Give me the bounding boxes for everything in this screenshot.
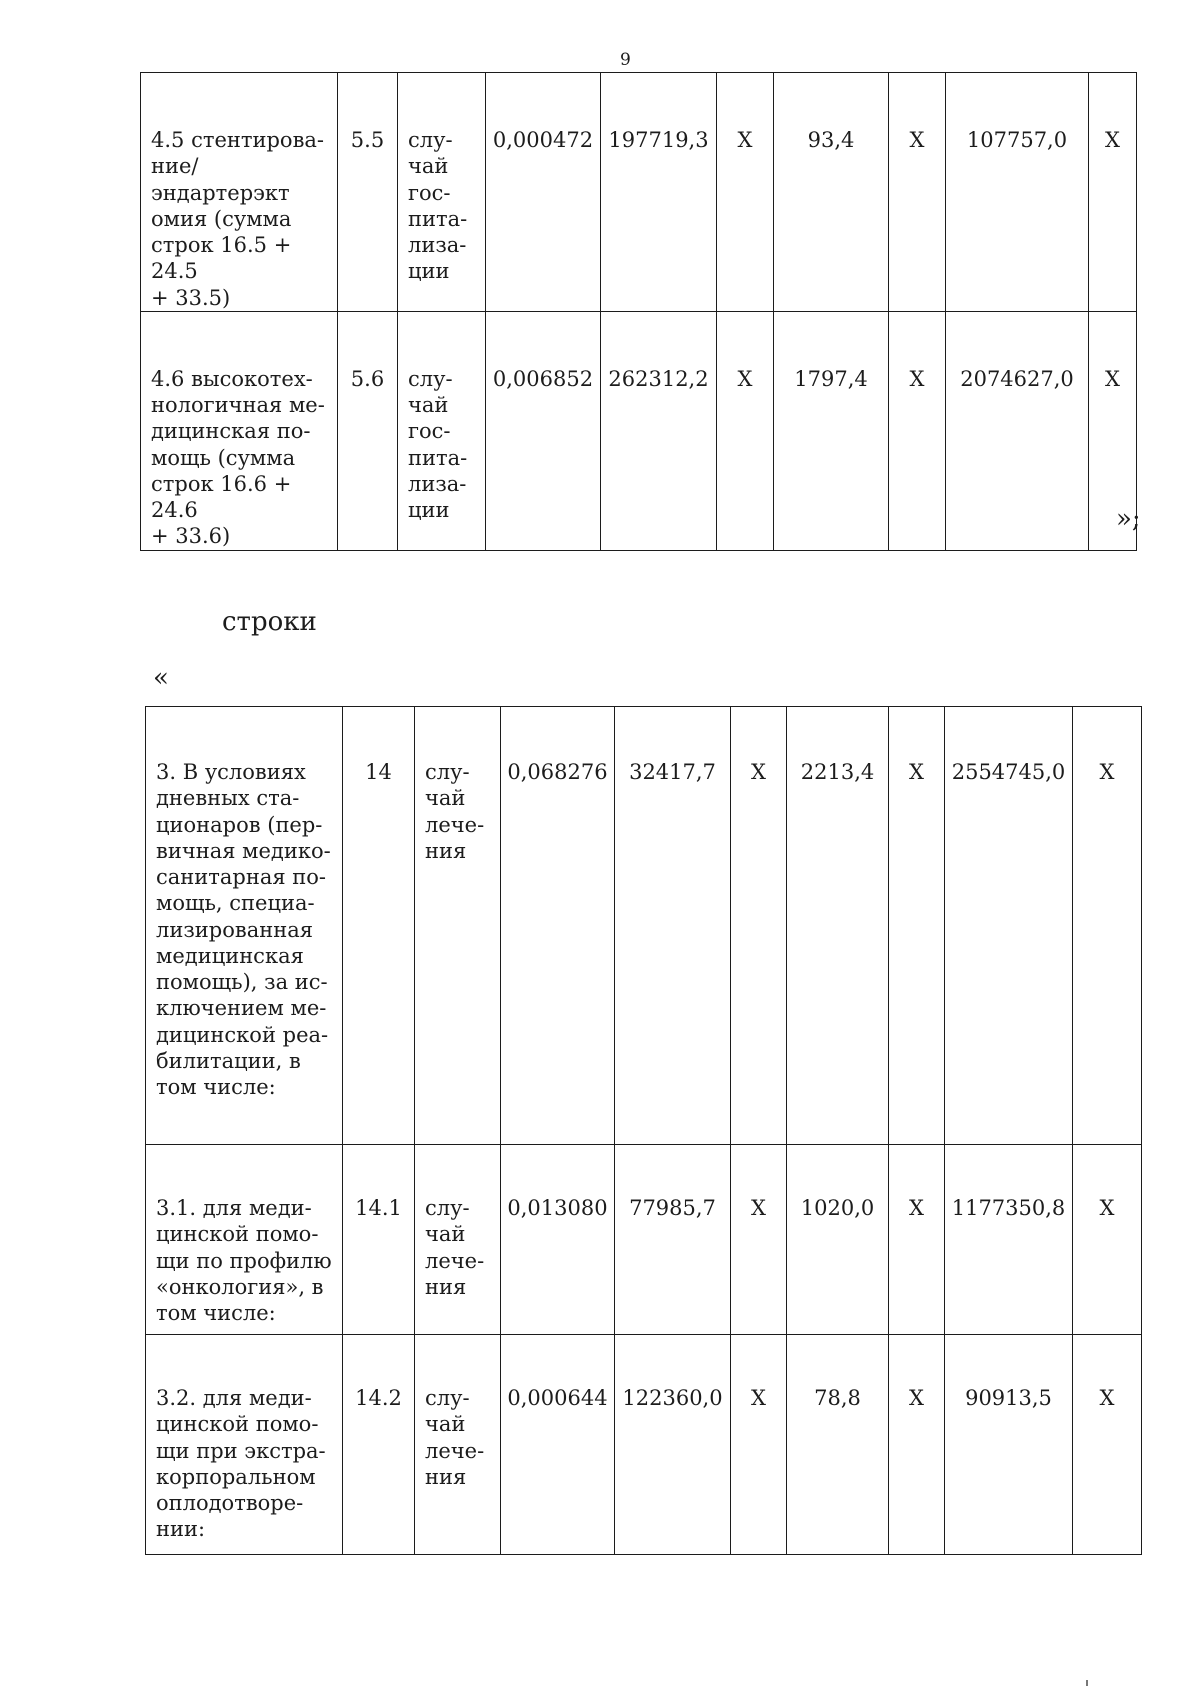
value-cell	[601, 73, 717, 312]
value-cell	[889, 1335, 945, 1555]
row-unit-cell	[398, 311, 486, 550]
value-cell	[501, 1335, 615, 1555]
row-code-cell	[343, 1145, 415, 1335]
value-cell	[1089, 73, 1137, 312]
value-cell	[774, 311, 889, 550]
row-unit-cell	[415, 1335, 501, 1555]
value-cell	[787, 707, 889, 1145]
cell-text: X	[1099, 1386, 1115, 1410]
cell-text: слу- чай лече- ния	[425, 1196, 485, 1299]
value-cell	[889, 1145, 945, 1335]
row-unit-cell	[398, 73, 486, 312]
cell-text: 3.1. для меди- цинской помо- щи по профилю «онкология», в том числе:	[156, 1196, 332, 1325]
cell-text: 0,000472	[492, 128, 594, 152]
cell-text: 14	[365, 760, 392, 784]
value-cell	[1073, 707, 1142, 1145]
cell-text: 2074627,0	[960, 366, 1074, 391]
cell-text: 1177350,8	[951, 1196, 1066, 1220]
closing-quote: »;	[1116, 504, 1141, 534]
row-name-cell	[146, 1145, 343, 1335]
cell-text: 0,006852	[492, 366, 594, 391]
cell-text: 77985,7	[629, 1196, 716, 1220]
value-cell	[945, 707, 1073, 1145]
upper-table	[140, 72, 1137, 551]
cell-text: 3.2. для меди- цинской помо- щи при экстра- корпоральном оплодотворе- нии:	[156, 1386, 326, 1542]
value-cell	[615, 1145, 731, 1335]
value-cell	[889, 707, 945, 1145]
value-cell	[731, 1335, 787, 1555]
value-cell	[501, 1145, 615, 1335]
cell-text: 2554745,0	[951, 760, 1066, 784]
table-row	[146, 707, 1142, 1145]
cell-text: 0,013080	[507, 1196, 608, 1220]
cell-text: X	[1105, 366, 1120, 391]
scan-mark	[1086, 1680, 1088, 1686]
value-cell	[731, 1145, 787, 1335]
cell-text: X	[737, 366, 753, 391]
row-name-cell	[141, 311, 338, 550]
cell-text: слу- чай лече- ния	[425, 760, 485, 863]
row-name-cell	[146, 707, 343, 1145]
value-cell	[787, 1145, 889, 1335]
cell-text: X	[1099, 1196, 1115, 1220]
value-cell	[615, 1335, 731, 1555]
cell-text: X	[751, 1386, 766, 1410]
cell-text: X	[1099, 760, 1115, 784]
table-row	[146, 1335, 1142, 1555]
cell-text: X	[737, 128, 753, 152]
value-cell	[946, 73, 1089, 312]
table-row	[146, 1145, 1142, 1335]
cell-text: 262312,2	[608, 366, 709, 391]
value-cell	[946, 311, 1089, 550]
value-cell	[501, 707, 615, 1145]
row-name-cell	[146, 1335, 343, 1555]
cell-text: 5.6	[350, 366, 385, 391]
row-code-cell	[338, 311, 398, 550]
cell-text: 0,000644	[507, 1386, 608, 1410]
row-code-cell	[343, 707, 415, 1145]
value-cell	[486, 311, 601, 550]
value-cell	[486, 73, 601, 312]
opening-quote: «	[153, 663, 169, 693]
cell-text: 3. В условиях дневных ста- ционаров (пер- вичная медико- санитарная по- мощь, специа- лизированная медицинская помощь), за ис- ключением ме- дицинской реа- билитации, в том числе:	[156, 760, 331, 1099]
value-cell	[1073, 1335, 1142, 1555]
value-cell	[889, 73, 946, 312]
cell-text: слу- чай гос- пита- лиза- ции	[408, 128, 468, 284]
value-cell	[889, 311, 946, 550]
cell-text: X	[751, 1196, 766, 1220]
section-heading: строки	[222, 607, 317, 637]
row-code-cell	[343, 1335, 415, 1555]
cell-text: X	[1105, 128, 1120, 152]
row-unit-cell	[415, 1145, 501, 1335]
cell-text: X	[909, 128, 925, 152]
value-cell	[731, 707, 787, 1145]
page-number: 9	[620, 50, 631, 70]
cell-text: 5.5	[350, 128, 385, 152]
cell-text: 107757,0	[966, 128, 1068, 152]
row-code-cell	[338, 73, 398, 312]
cell-text: 1797,4	[794, 366, 868, 391]
table-row	[141, 311, 1137, 550]
lower-table	[145, 706, 1142, 1555]
cell-text: 2213,4	[800, 760, 875, 784]
cell-text: 14.2	[355, 1386, 402, 1410]
cell-text: X	[751, 760, 766, 784]
cell-text: 0,068276	[507, 760, 608, 784]
cell-text: 90913,5	[965, 1386, 1052, 1410]
value-cell	[787, 1335, 889, 1555]
value-cell	[1073, 1145, 1142, 1335]
value-cell	[717, 73, 774, 312]
cell-text: 93,4	[807, 128, 855, 152]
row-unit-cell	[415, 707, 501, 1145]
value-cell	[601, 311, 717, 550]
cell-text: 197719,3	[608, 128, 709, 152]
value-cell	[615, 707, 731, 1145]
row-name-cell	[141, 73, 338, 312]
cell-text: 14.1	[355, 1196, 402, 1220]
cell-text: 4.5 стентирова- ние/эндартерэкт омия (сумма строк 16.5 + 24.5 + 33.5)	[151, 128, 325, 310]
cell-text: 78,8	[814, 1386, 861, 1410]
table-row	[141, 73, 1137, 312]
cell-text: 1020,0	[800, 1196, 875, 1220]
value-cell	[774, 73, 889, 312]
value-cell	[945, 1145, 1073, 1335]
cell-text: слу- чай гос- пита- лиза- ции	[408, 366, 468, 522]
cell-text: 32417,7	[629, 760, 716, 784]
cell-text: X	[909, 366, 925, 391]
cell-text: X	[909, 760, 924, 784]
cell-text: слу- чай лече- ния	[425, 1386, 485, 1489]
value-cell	[945, 1335, 1073, 1555]
cell-text: 122360,0	[622, 1386, 723, 1410]
cell-text: X	[909, 1196, 924, 1220]
value-cell	[717, 311, 774, 550]
cell-text: 4.6 высокотех- нологичная ме- дицинская по- мощь (сумма строк 16.6 + 24.6 + 33.6)	[151, 366, 325, 549]
cell-text: X	[909, 1386, 924, 1410]
